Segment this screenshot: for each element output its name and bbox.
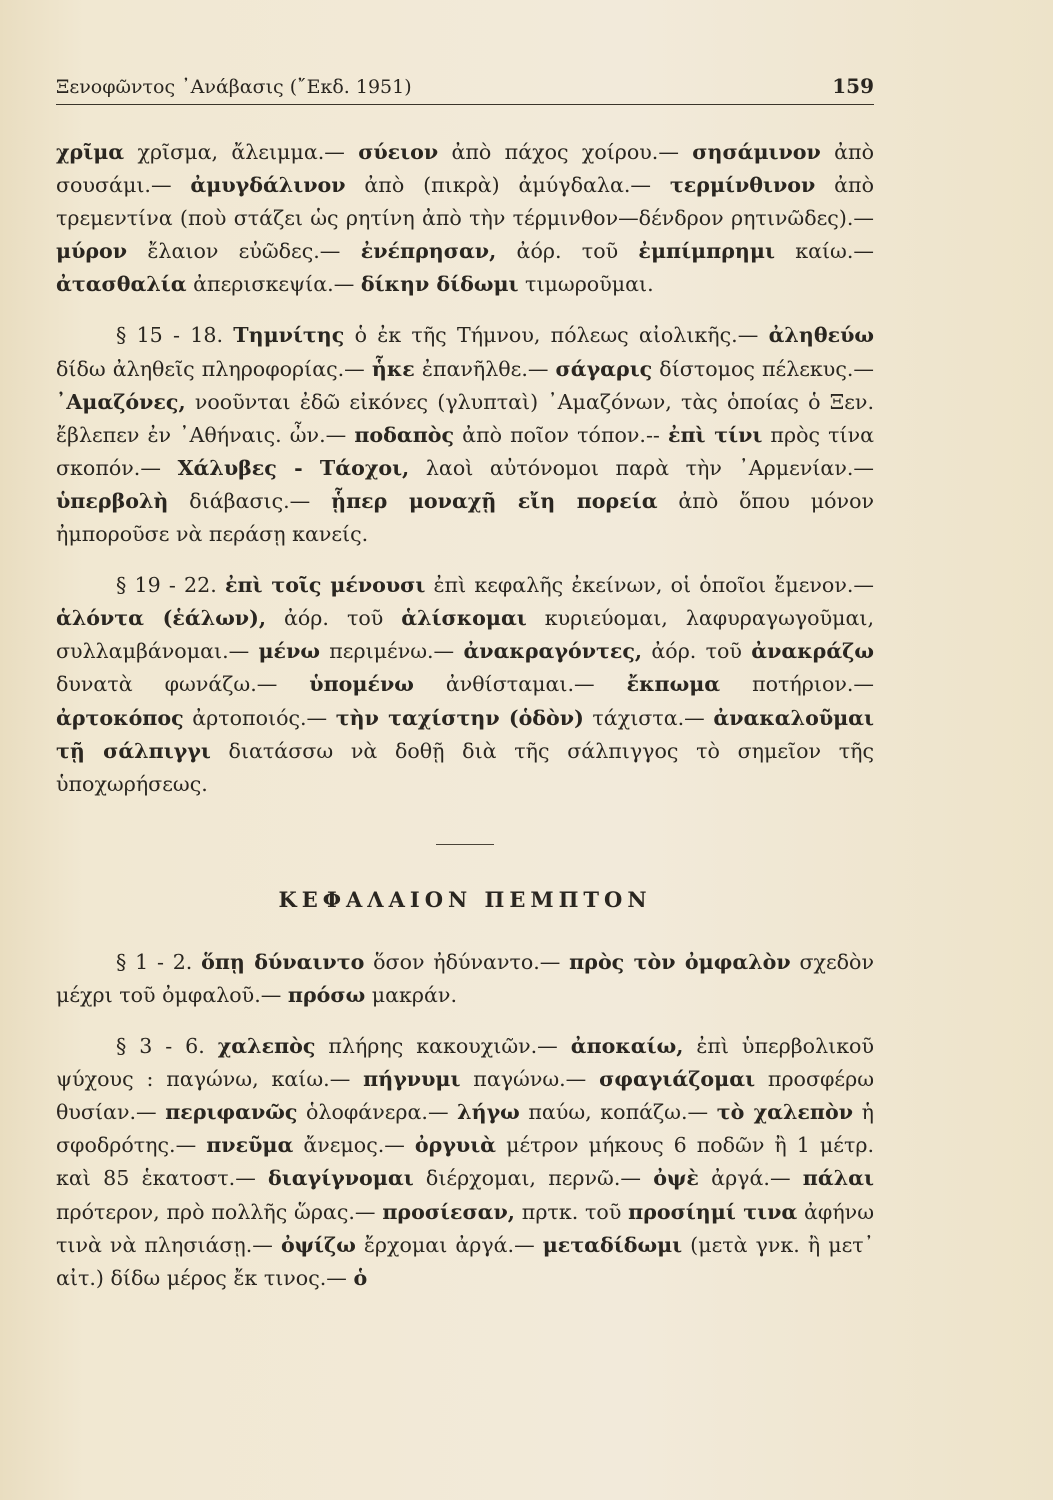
gloss-text: ἀπὸ ποῖον τόπον.--	[454, 422, 668, 447]
gloss-text: χρῖσμα, ἄλειμμα.—	[124, 140, 359, 164]
lemma: ὑπερβολὴ	[56, 488, 169, 513]
running-title: Ξενοφῶντος ᾿Ανάβασις (῎Εκδ. 1951)	[56, 76, 412, 98]
glossary-paragraph	[56, 946, 874, 1012]
gloss-text: καίω.—	[774, 239, 874, 264]
gloss-text: ἀπὸ πάχος χοίρου.—	[438, 140, 693, 164]
lemma: ἐπὶ τίνι	[667, 422, 763, 447]
glossary-paragraph	[56, 1030, 874, 1295]
lemma: ᾿Αμαζόνες,	[56, 389, 186, 414]
lemma: περιφανῶς	[165, 1100, 298, 1125]
gloss-text: ὁ ἐκ τῆς Τήμνου, πόλεως αἰολικῆς.—	[344, 323, 769, 348]
gloss-text: διέρχομαι, περνῶ.—	[413, 1166, 654, 1191]
gloss-text: ἐπὶ κεφαλῆς ἐκείνων, οἱ ὁποῖοι ἔμενον.—	[425, 573, 874, 598]
gloss-text: πρότερον, πρὸ πολλῆς ὥρας.—	[56, 1199, 383, 1224]
gloss-text: σχεδὸν μέχρι τοῦ ὀμφαλοῦ.—	[56, 949, 874, 1007]
gloss-text: ἔρχομαι ἀργά.—	[355, 1232, 543, 1257]
page-body	[56, 136, 874, 1295]
chapter-four-glossary	[56, 136, 874, 801]
gloss-text: περιμένω.—	[319, 639, 464, 664]
lemma: ἐμπίμπρημι	[638, 239, 775, 264]
lemma: τὴν ταχίστην (ὁδὸν)	[335, 705, 584, 730]
gloss-text: § 15 - 18.	[116, 323, 234, 348]
lemma: τερμίνθινον	[669, 173, 816, 198]
lemma: πρόσω	[287, 982, 366, 1007]
lemma: σφαγιάζομαι	[599, 1067, 756, 1092]
gloss-text: ποτήριον.—	[720, 672, 875, 697]
lemma: ᾗπερ μοναχῇ εἴη πορεία	[331, 488, 658, 513]
gloss-text: ἐπανῆλθε.—	[414, 356, 556, 381]
lemma: ὑπομένω	[309, 672, 414, 697]
gloss-text: ἀόρ. τοῦ	[642, 639, 752, 664]
section-divider	[436, 844, 494, 845]
gloss-text: ἔλαιον εὐῶδες.—	[127, 239, 361, 264]
gloss-text: ἀνθίσταμαι.—	[413, 672, 627, 697]
gloss-text: § 3 - 6.	[116, 1034, 218, 1059]
lemma: ἀμυγδάλινον	[190, 173, 346, 198]
lemma: ἀτασθαλία	[56, 272, 187, 297]
gloss-text: λαοὶ αὐτόνομοι παρὰ τὴν ᾿Αρμενίαν.—	[409, 455, 875, 480]
lemma: Τημνίτης	[233, 323, 345, 348]
gloss-text: ὅσον ἠδύναντο.—	[364, 949, 570, 974]
gloss-text: πρτκ. τοῦ	[514, 1199, 629, 1224]
lemma: προσίημί τινα	[628, 1199, 798, 1224]
lemma: πάλαι	[802, 1166, 874, 1191]
gloss-text: προσφέρω θυσίαν.—	[56, 1067, 874, 1125]
lemma: ὅπῃ δύναιντο	[201, 949, 365, 974]
lemma: τὸ χαλεπὸν	[716, 1100, 854, 1125]
lemma: ἀνακαλοῦμαι τῇ σάλπιγγι	[56, 705, 874, 763]
gloss-text: ἄνεμος.—	[293, 1133, 415, 1158]
gloss-text: δίδω ἀληθεῖς πληροφορίας.—	[56, 356, 372, 381]
lemma: μεταδίδωμι	[542, 1232, 683, 1257]
lemma: μένω	[258, 639, 320, 664]
gloss-text: § 19 - 22.	[116, 573, 225, 598]
gloss-text: ἀργά.—	[698, 1166, 803, 1191]
page-number: 159	[832, 74, 874, 98]
gloss-text: πλήρης κακουχιῶν.—	[315, 1034, 571, 1059]
gloss-text: ἀπὸ ὅπου μόνον ἠμποροῦσε νὰ περάσῃ κανείς.	[56, 488, 874, 547]
chapter-five-glossary	[56, 946, 874, 1295]
lemma: σησάμινον	[692, 140, 821, 164]
gloss-text: ἀπερισκεψία.—	[186, 272, 361, 297]
lemma: διαγίγνομαι	[268, 1166, 414, 1191]
lemma: ἀνακραγόντες,	[463, 639, 643, 664]
gloss-text: ἀπὸ (πικρὰ) ἀμύγδαλα.—	[345, 173, 670, 198]
lemma: σάγαρις	[555, 356, 653, 381]
gloss-text: ἀόρ. τοῦ	[266, 606, 402, 631]
lemma: ποδαπὸς	[354, 422, 455, 447]
gloss-text: (μετὰ γνκ. ἢ μετ᾿ αἰτ.) δίδω μέρος ἔκ τινος.—	[56, 1232, 874, 1290]
lemma: χρῖμα	[56, 140, 125, 164]
gloss-text: παύω, κοπάζω.—	[519, 1100, 717, 1125]
lemma: ἀληθεύω	[768, 323, 874, 348]
gloss-text: ἀόρ. τοῦ	[496, 239, 639, 264]
gloss-text: ἀπὸ τρεμεντίνα (ποὺ στάζει ὡς ρητίνη ἀπὸ τὴν τέρμινθον—δένδρον ρητινῶδες).—	[56, 173, 874, 231]
gloss-text: πρὸς τίνα σκοπόν.—	[56, 422, 874, 480]
lemma: πήγνυμι	[363, 1067, 461, 1092]
gloss-text: § 1 - 2.	[116, 949, 202, 974]
lemma: ἀνακράζω	[751, 639, 874, 664]
lemma: ὀψὲ	[653, 1166, 699, 1191]
gloss-text: ἀπὸ σουσάμι.—	[56, 140, 874, 198]
gloss-text: δίστομος πέλεκυς.—	[652, 356, 874, 381]
gloss-text: δυνατὰ φωνάζω.—	[56, 672, 310, 697]
chapter-heading: ΚΕΦΑΛΑΙΟΝ ΠΕΜΠΤΟΝ	[278, 886, 652, 912]
lemma: λήγω	[457, 1100, 520, 1125]
lemma: ὁ	[353, 1265, 368, 1290]
gloss-text: ἀφήνω τινὰ νὰ πλησιάσῃ.—	[56, 1199, 874, 1257]
glossary-paragraph	[56, 569, 874, 801]
gloss-text: κυριεύομαι, λαφυραγωγοῦμαι, συλλαμβάνομαι.—	[56, 606, 874, 664]
lemma: ὀψίζω	[280, 1232, 356, 1257]
gloss-text: τιμωροῦμαι.	[518, 272, 654, 297]
gloss-text: μακράν.	[365, 982, 457, 1007]
lemma: δίκην δίδωμι	[360, 272, 519, 297]
glossary-paragraph	[56, 136, 874, 301]
gloss-text: ἡ σφοδρότης.—	[56, 1100, 874, 1158]
lemma: πνεῦμα	[206, 1133, 294, 1158]
lemma: ἧκε	[371, 356, 415, 381]
gloss-text: ὁλοφάνερα.—	[297, 1100, 458, 1125]
gloss-text: διατάσσω νὰ δοθῇ διὰ τῆς σάλπιγγος τὸ σημεῖον τῆς ὑποχωρήσεως.	[56, 738, 874, 796]
lemma: Χάλυβες - Τάοχοι,	[177, 455, 410, 480]
lemma: ἁλίσκομαι	[401, 606, 527, 631]
lemma: ἔκπωμα	[626, 672, 721, 697]
lemma: μύρον	[56, 239, 128, 264]
lemma: ἐπὶ τοῖς μένουσι	[224, 573, 426, 598]
gloss-text: τάχιστα.—	[583, 705, 714, 730]
lemma: σύειον	[358, 140, 439, 164]
lemma: χαλεπὸς	[217, 1034, 316, 1059]
lemma: πρὸς τὸν ὀμφαλὸν	[569, 949, 791, 974]
gloss-text: νοοῦνται ἐδῶ εἰκόνες (γλυπταὶ) ᾿Αμαζόνων, τὰς ὁποίας ὁ Ξεν. ἔβλεπεν ἐν ᾿Αθήναις. ὦν.—	[56, 389, 874, 447]
lemma: ὀργυιὰ	[414, 1133, 497, 1158]
gloss-text: μέτρον μήκους 6 ποδῶν ἢ 1 μέτρ. καὶ 85 ἑκατοστ.—	[56, 1133, 874, 1191]
glossary-paragraph	[56, 319, 874, 551]
running-header	[56, 74, 874, 105]
lemma: ἐνέπρησαν,	[360, 239, 497, 264]
lemma: ἀποκαίω,	[570, 1034, 684, 1059]
gloss-text: ἀρτοποιός.—	[183, 705, 336, 730]
gloss-text: διάβασις.—	[168, 488, 332, 513]
gloss-text: ἐπὶ ὑπερβολικοῦ ψύχους : παγώνω, καίω.—	[56, 1034, 874, 1092]
gloss-text: παγώνω.—	[460, 1067, 600, 1092]
lemma: προσίεσαν,	[382, 1199, 515, 1224]
lemma: ἀρτοκόπος	[56, 705, 184, 730]
lemma: ἁλόντα (ἑάλων),	[56, 606, 266, 631]
